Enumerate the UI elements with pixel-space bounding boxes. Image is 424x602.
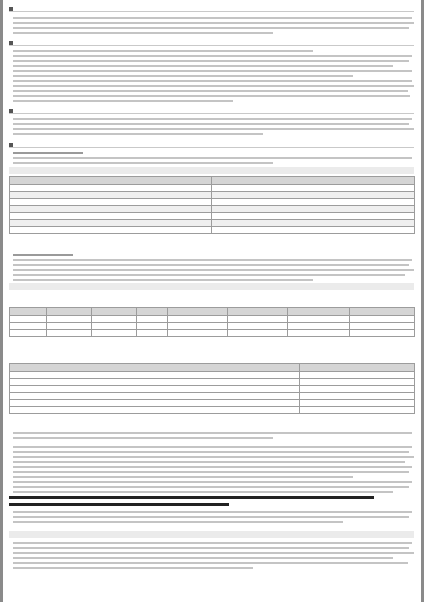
schedule-cell (10, 330, 47, 337)
cancellation-table-a-fee-cell (212, 206, 415, 213)
schedule-cell (137, 316, 168, 323)
section-heading-11 (9, 108, 414, 114)
schedule-cell (137, 323, 168, 330)
table-row (10, 330, 415, 337)
schedule-cell (92, 323, 137, 330)
schedule-cell (92, 316, 137, 323)
cancellation-table-b-period-cell (10, 386, 300, 393)
section-heading-12 (9, 142, 414, 148)
schedule-cell (228, 316, 288, 323)
schedule-column-header (47, 308, 92, 316)
cancellation-table-a-column-header (10, 177, 212, 185)
table-row (10, 393, 415, 400)
cancellation-table-a-fee-cell (212, 213, 415, 220)
cancellation-table-a-fee-cell (212, 220, 415, 227)
schedule-column-header (137, 308, 168, 316)
cancellation-table-b-period-cell (10, 407, 300, 414)
schedule-cell (10, 323, 47, 330)
cancellation-table-b-period-cell (10, 379, 300, 386)
cancellation-table-a-period-cell (10, 192, 212, 199)
cancellation-table-b-fee-cell (300, 372, 415, 379)
cancellation-table-b-column-header (10, 364, 300, 372)
table-row (10, 192, 415, 199)
schedule-table-body (10, 308, 415, 337)
schedule-cell (168, 316, 228, 323)
schedule-cell (288, 330, 350, 337)
schedule-table (9, 307, 415, 337)
schedule-cell (288, 323, 350, 330)
cancellation-table-b-period-cell (10, 400, 300, 407)
schedule-cell (350, 316, 415, 323)
cancellation-table-b (9, 363, 415, 414)
cancellation-table-a (9, 176, 415, 234)
schedule-cell (228, 330, 288, 337)
table-row (10, 185, 415, 192)
note-heading-1 (9, 167, 414, 174)
cancellation-table-b-fee-cell (300, 393, 415, 400)
table-row (10, 227, 415, 234)
schedule-column-header (10, 308, 47, 316)
schedule-column-header (288, 308, 350, 316)
schedule-column-header (92, 308, 137, 316)
table-row (10, 400, 415, 407)
cancellation-table-b-period-cell (10, 372, 300, 379)
cancellation-table-b-body (10, 364, 415, 414)
cancellation-table-b-period-cell (10, 393, 300, 400)
bold-note-1 (9, 496, 374, 499)
schedule-cell (47, 330, 92, 337)
note-heading-3 (9, 531, 414, 538)
section-marker-icon (9, 109, 13, 113)
schedule-header-row (10, 308, 415, 316)
schedule-cell (168, 323, 228, 330)
schedule-cell (137, 330, 168, 337)
cancellation-table-a-period-cell (10, 206, 212, 213)
schedule-cell (168, 330, 228, 337)
schedule-cell (288, 316, 350, 323)
table-row (10, 213, 415, 220)
table-row (10, 372, 415, 379)
schedule-cell (350, 323, 415, 330)
schedule-cell (92, 330, 137, 337)
bold-note-2 (9, 503, 229, 506)
cancellation-table-b-column-header (300, 364, 415, 372)
cancellation-table-b-fee-cell (300, 386, 415, 393)
cancellation-table-a-period-cell (10, 220, 212, 227)
table-row (10, 199, 415, 206)
cancellation-table-b-fee-cell (300, 407, 415, 414)
section-marker-icon (9, 143, 13, 147)
section-marker-icon (9, 41, 13, 45)
section-heading-10 (9, 40, 414, 46)
cancellation-table-a-fee-cell (212, 227, 415, 234)
schedule-cell (47, 323, 92, 330)
schedule-cell (350, 330, 415, 337)
table-row (10, 316, 415, 323)
section-marker-icon (9, 7, 13, 11)
cancellation-table-a-column-header (212, 177, 415, 185)
cancellation-table-a-period-cell (10, 227, 212, 234)
schedule-cell (10, 316, 47, 323)
table-row (10, 206, 415, 213)
table-row (10, 220, 415, 227)
schedule-cell (47, 316, 92, 323)
schedule-cell (228, 323, 288, 330)
schedule-column-header (350, 308, 415, 316)
cancellation-table-a-period-cell (10, 199, 212, 206)
document-page (3, 0, 421, 602)
cancellation-table-a-period-cell (10, 185, 212, 192)
schedule-column-header (228, 308, 288, 316)
cancellation-table-a-header-row (10, 177, 415, 185)
cancellation-table-a-fee-cell (212, 199, 415, 206)
cancellation-table-a-period-cell (10, 213, 212, 220)
table-row (10, 323, 415, 330)
table-row (10, 379, 415, 386)
table-row (10, 386, 415, 393)
cancellation-table-b-header-row (10, 364, 415, 372)
cancellation-table-a-fee-cell (212, 192, 415, 199)
cancellation-table-a-body (10, 177, 415, 234)
cancellation-table-a-fee-cell (212, 185, 415, 192)
cancellation-table-b-fee-cell (300, 400, 415, 407)
schedule-column-header (168, 308, 228, 316)
table-row (10, 407, 415, 414)
cancellation-table-b-fee-cell (300, 379, 415, 386)
note-heading-2 (9, 283, 414, 290)
section-heading-9 (9, 6, 414, 12)
